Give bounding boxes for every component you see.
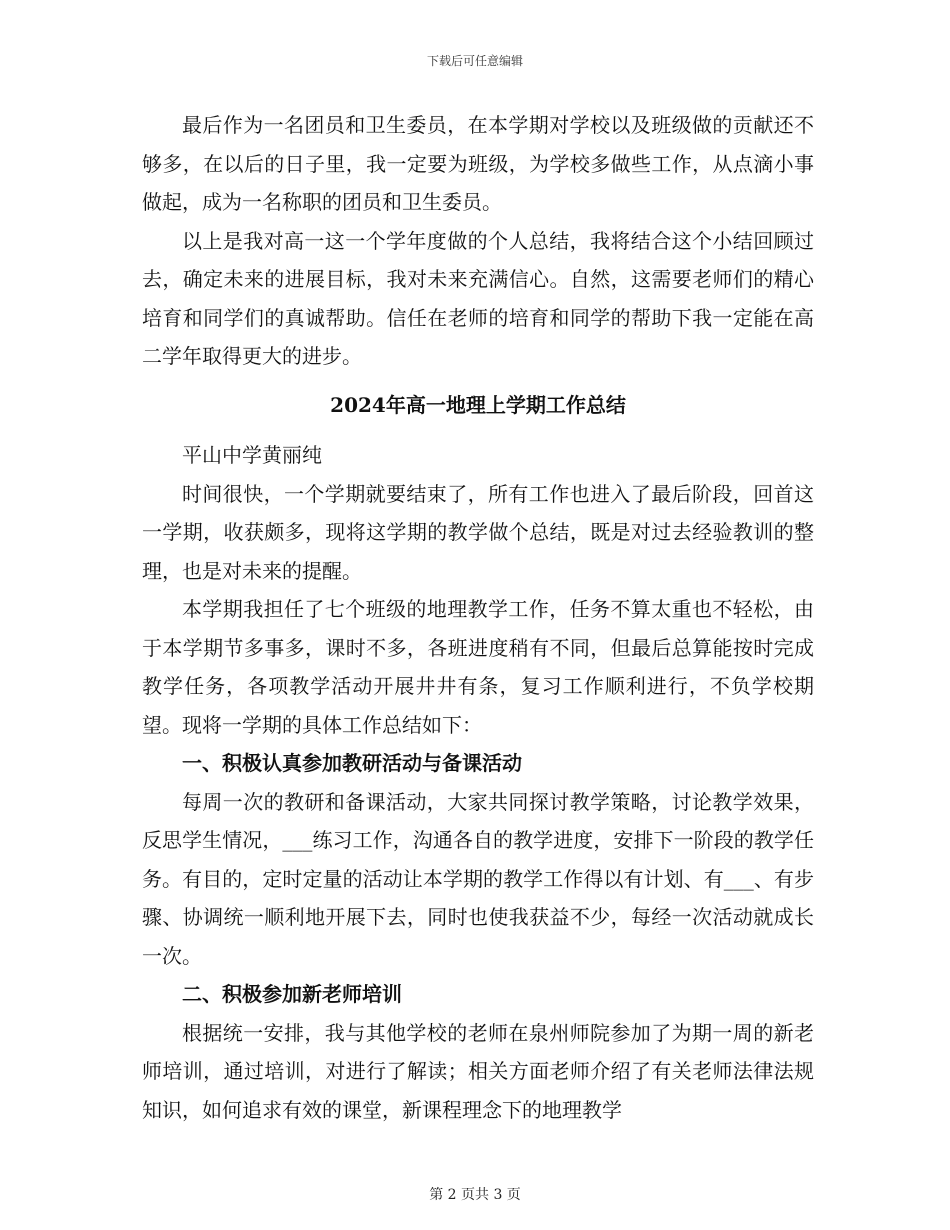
paragraph-4: 本学期我担任了七个班级的地理教学工作，任务不算太重也不轻松，由于本学期节多事多，课时不多，各班进度稍有不同，但最后总算能按时完成教学任务，各项教学活动开展井井有条，复习工作顺利进行，不负学校期望。现将一学期的具体工作总结如下： [142, 597, 814, 737]
section-heading-1: 一、积极认真参加教研活动与备课活动 [182, 751, 522, 775]
paragraph-2: 以上是我对高一这一个学年度做的个人总结，我将结合这个小结回顾过去，确定未来的进展目标，我对未来充满信心。自然，这需要老师们的精心培育和同学们的真诚帮助。信任在老师的培育和同学的帮助下我一定能在高二学年取得更大的进步。 [142, 228, 814, 368]
document-body [142, 106, 814, 1129]
paragraph-1: 最后作为一名团员和卫生委员，在本学期对学校以及班级做的贡献还不够多，在以后的日子里，我一定要为班级，为学校多做些工作，从点滴小事做起，成为一名称职的团员和卫生委员。 [142, 113, 814, 214]
document-title: 2024年高一地理上学期工作总结 [330, 392, 626, 417]
paragraph-5: 每周一次的教研和备课活动，大家共同探讨教学策略，讨论教学效果，反思学生情况，___练习工作，沟通各自的教学进度，安排下一阶段的教学任务。有目的，定时定量的活动让本学期的教学工作得以有计划、有___、有步骤、协调统一顺利地开展下去，同时也使我获益不少，每经一次活动就成长一次。 [142, 789, 814, 968]
paragraph-3: 时间很快，一个学期就要结束了，所有工作也进入了最后阶段，回首这一学期，收获颇多，现将这学期的教学做个总结，既是对过去经验教训的整理，也是对未来的提醒。 [142, 481, 814, 583]
section-heading-2: 二、积极参加新老师培训 [182, 982, 402, 1006]
page-footer: 第 2 页共 3 页 [429, 1187, 521, 1203]
page-header: 下载后可任意编辑 [426, 54, 523, 68]
paragraph-6: 根据统一安排，我与其他学校的老师在泉州师院参加了为期一周的新老师培训，通过培训，对进行了解读；相关方面老师介绍了有关老师法律法规知识，如何追求有效的课堂，新课程理念下的地理教学 [142, 1020, 814, 1122]
author-line: 平山中学黄丽纯 [182, 443, 322, 467]
